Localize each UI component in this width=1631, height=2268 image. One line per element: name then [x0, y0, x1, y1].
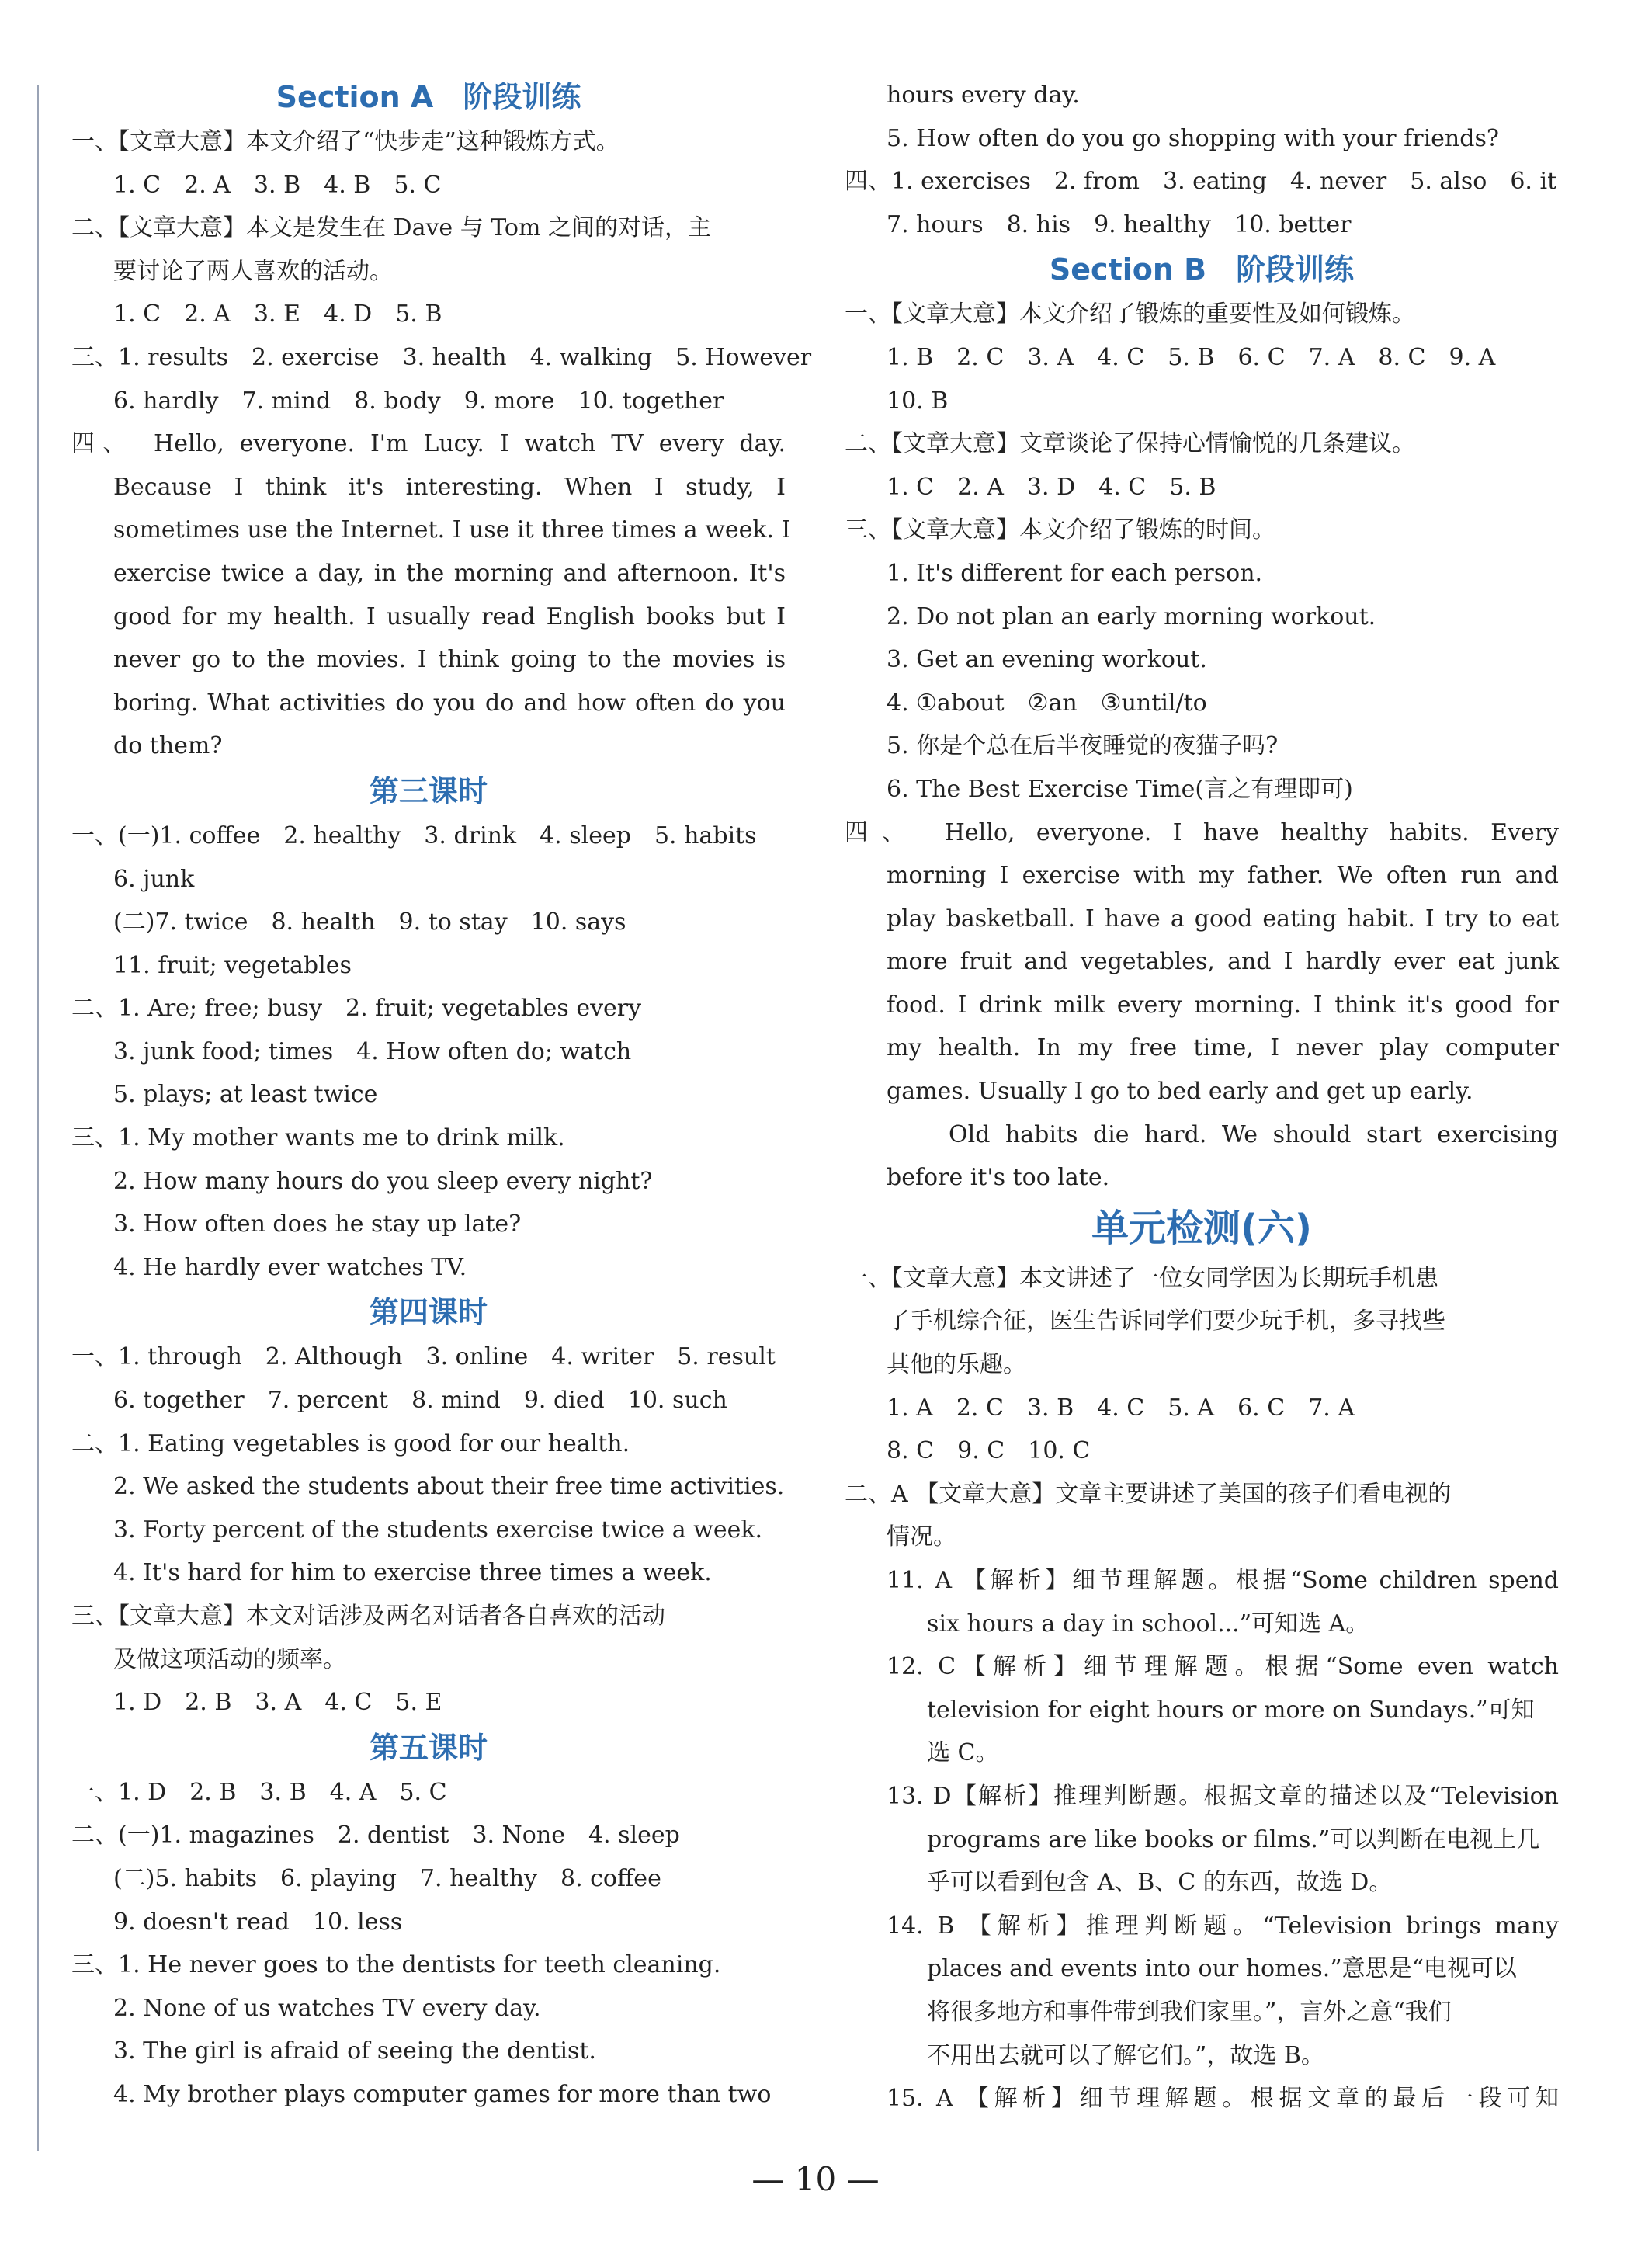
answer-line: 二、1. Are; free; busy 2. fruit; vegetables every	[71, 995, 642, 1023]
answer-line: 二、【文章大意】本文是发生在 Dave 与 Tom 之间的对话，主	[71, 214, 711, 242]
answer-line: before it's too late.	[887, 1164, 1110, 1192]
answer-line: 将很多地方和事件带到我们家里。”，言外之意“我们	[927, 1998, 1452, 2026]
answer-line: 7. hours 8. his 9. healthy 10. better	[887, 210, 1352, 238]
answer-line: 6. The Best Exercise Time(言之有理即可)	[887, 775, 1353, 803]
answer-line: 3. How often does he stay up late?	[113, 1210, 522, 1238]
answer-line: more fruit and vegetables, and I hardly ever eat junk	[887, 948, 1559, 976]
answer-line: 4. He hardly ever watches TV.	[113, 1253, 467, 1281]
answer-line: 4. It's hard for him to exercise three times a week.	[113, 1559, 712, 1587]
answer-line: 13. D【解析】推理判断题。根据文章的描述以及“Television	[887, 1782, 1559, 1810]
answer-line: never go to the movies. I think going to the movies is	[113, 646, 786, 674]
section-heading: 第三课时	[369, 773, 488, 808]
answer-line: 三、1. results 2. exercise 3. health 4. walking 5. However	[71, 343, 812, 371]
answer-line: 11. fruit; vegetables	[113, 951, 352, 979]
answer-line: exercise twice a day, in the morning and afternoon. It's	[113, 559, 786, 587]
answer-line: 1. C 2. A 3. E 4. D 5. B	[113, 300, 442, 328]
answer-line: do them?	[113, 732, 223, 760]
answer-line: morning I exercise with my father. We often run and	[887, 862, 1559, 890]
margin-rule	[37, 85, 39, 2151]
answer-line: television for eight hours or more on Sundays.”可知	[927, 1696, 1535, 1724]
answer-line: 一、1. through 2. Although 3. online 4. writer 5. result	[71, 1343, 776, 1371]
answer-line: 3. Get an evening workout.	[887, 646, 1207, 674]
answer-line: 5. plays; at least twice	[113, 1081, 378, 1109]
answer-line: play basketball. I have a good eating habit. I try to eat	[887, 905, 1559, 933]
page-number: — 10 —	[751, 2160, 880, 2198]
section-heading: 第四课时	[369, 1295, 488, 1330]
answer-line: 15. A 【解析】细节理解题。根据文章的最后一段可知	[887, 2085, 1559, 2113]
answer-line: 12. C【解析】细节理解题。根据“Some even watch	[887, 1653, 1559, 1681]
answer-line: sometimes use the Internet. I use it three times a week. I	[113, 516, 791, 544]
answer-line: 四、1. exercises 2. from 3. eating 4. never 5. also 6. it	[845, 168, 1557, 196]
section-heading: Section B 阶段训练	[1049, 252, 1355, 287]
answer-line: 5. How often do you go shopping with your friends?	[887, 124, 1499, 152]
section-heading: Section A 阶段训练	[276, 80, 581, 114]
answer-line: 一、【文章大意】本文介绍了“快步走”这种锻炼方式。	[71, 128, 619, 155]
answer-line: boring. What activities do you do and how often do you	[113, 689, 786, 717]
answer-line: 其他的乐趣。	[887, 1351, 1026, 1379]
answer-line: 四、 Hello, everyone. I have healthy habits. Every	[845, 818, 1559, 846]
answer-line: 5. 你是个总在后半夜睡觉的夜猫子吗?	[887, 732, 1279, 760]
answer-line: 1. It's different for each person.	[887, 559, 1263, 587]
answer-line: 3. The girl is afraid of seeing the dentist.	[113, 2037, 596, 2065]
answer-line: 三、1. My mother wants me to drink milk.	[71, 1124, 565, 1152]
answer-line: 2. None of us watches TV every day.	[113, 1994, 541, 2022]
answer-line: 4. My brother plays computer games for more than two	[113, 2080, 772, 2108]
answer-line: hours every day.	[887, 82, 1080, 109]
section-heading: 单元检测(六)	[1091, 1206, 1312, 1250]
answer-line: 三、【文章大意】本文对话涉及两名对话者各自喜欢的活动	[71, 1603, 665, 1630]
answer-line: 四、 Hello, everyone. I'm Lucy. I watch TV every day.	[71, 430, 786, 458]
answer-line: 9. doesn't read 10. less	[113, 1908, 403, 1936]
answer-line: 4. ①about ②an ③until/to	[887, 689, 1207, 717]
answer-line: 二、(一)1. magazines 2. dentist 3. None 4. sleep	[71, 1822, 680, 1849]
answer-line: 一、【文章大意】本文介绍了锻炼的重要性及如何锻炼。	[845, 300, 1415, 328]
answer-line: 6. together 7. percent 8. mind 9. died 10. such	[113, 1387, 727, 1415]
answer-line: 8. C 9. C 10. C	[887, 1437, 1091, 1465]
answer-line: 一、【文章大意】本文讲述了一位女同学因为长期玩手机患	[845, 1264, 1438, 1292]
answer-line: 2. How many hours do you sleep every night?	[113, 1167, 653, 1195]
answer-line: 10. B	[887, 387, 949, 415]
answer-line: 要讨论了两人喜欢的活动。	[113, 257, 393, 285]
answer-line: 一、(一)1. coffee 2. healthy 3. drink 4. sleep 5. habits	[71, 821, 757, 849]
answer-line: 了手机综合征，医生告诉同学们要少玩手机，多寻找些	[887, 1308, 1445, 1335]
answer-line: food. I drink milk every morning. I think it's good for	[887, 991, 1559, 1019]
answer-line: my health. In my free time, I never play computer	[887, 1034, 1559, 1062]
answer-line: good for my health. I usually read English books but I	[113, 603, 786, 630]
answer-line: 二、A 【文章大意】文章主要讲述了美国的孩子们看电视的	[845, 1480, 1452, 1508]
answer-line: (二)7. twice 8. health 9. to stay 10. says	[113, 908, 626, 936]
answer-line: six hours a day in school...”可知选 A。	[927, 1610, 1369, 1638]
answer-line: programs are like books or films.”可以判断在电视上几	[927, 1825, 1540, 1853]
answer-line: 二、1. Eating vegetables is good for our health.	[71, 1429, 630, 1457]
answer-line: 1. C 2. A 3. B 4. B 5. C	[113, 171, 442, 199]
section-heading: 第五课时	[369, 1730, 488, 1765]
answer-line: 二、【文章大意】文章谈论了保持心情愉悦的几条建议。	[845, 430, 1415, 458]
answer-line: Because I think it's interesting. When I study, I	[113, 473, 786, 501]
answer-line: 6. hardly 7. mind 8. body 9. more 10. together	[113, 387, 724, 415]
answer-line: 1. B 2. C 3. A 4. C 5. B 6. C 7. A 8. C 9. A	[887, 343, 1496, 371]
answer-line: 不用出去就可以了解它们。”，故选 B。	[927, 2041, 1324, 2069]
answer-line: Old habits die hard. We should start exercising	[887, 1120, 1559, 1148]
answer-line: 11. A 【解析】细节理解题。根据“Some children spend	[887, 1567, 1559, 1594]
answer-line: 2. Do not plan an early morning workout.	[887, 603, 1376, 630]
left-column	[71, 74, 812, 2117]
answer-line: places and events into our homes.”意思是“电视可以	[927, 1955, 1517, 1983]
answer-line: 1. C 2. A 3. D 4. C 5. B	[887, 473, 1216, 501]
answer-line: 14. B 【解析】推理判断题。“Television brings many	[887, 1912, 1559, 1940]
answer-line: 6. junk	[113, 865, 195, 893]
answer-line: 三、1. He never goes to the dentists for teeth cleaning.	[71, 1951, 721, 1979]
answer-line: 三、【文章大意】本文介绍了锻炼的时间。	[845, 516, 1275, 544]
answer-line: 3. Forty percent of the students exercise twice a week.	[113, 1516, 763, 1544]
answer-line: 选 C。	[927, 1739, 999, 1767]
right-column	[845, 74, 1559, 2120]
answer-line: games. Usually I go to bed early and get up early.	[887, 1078, 1473, 1106]
answer-line: 1. A 2. C 3. B 4. C 5. A 6. C 7. A	[887, 1394, 1355, 1422]
answer-line: (二)5. habits 6. playing 7. healthy 8. coffee	[113, 1864, 661, 1892]
answer-line: 乎可以看到包含 A、B、C 的东西，故选 D。	[927, 1869, 1393, 1897]
answer-line: 一、1. D 2. B 3. B 4. A 5. C	[71, 1778, 447, 1806]
answer-line: 2. We asked the students about their free time activities.	[113, 1473, 785, 1501]
answer-line: 1. D 2. B 3. A 4. C 5. E	[113, 1689, 442, 1717]
answer-line: 3. junk food; times 4. How often do; watch	[113, 1037, 632, 1065]
answer-line: 及做这项活动的频率。	[113, 1645, 346, 1673]
answer-line: 情况。	[887, 1523, 956, 1551]
